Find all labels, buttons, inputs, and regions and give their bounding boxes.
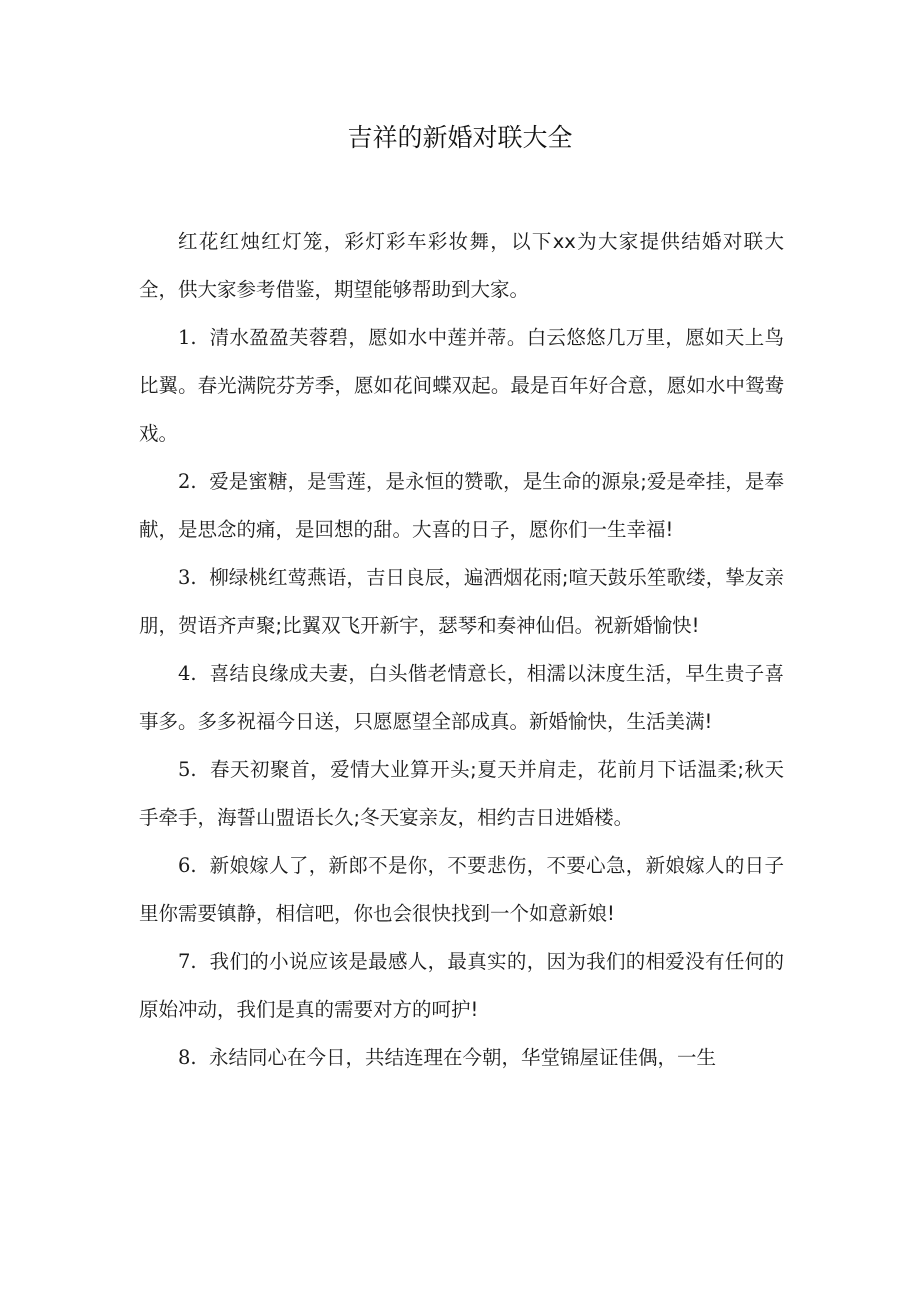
- list-item: [139, 842, 784, 938]
- item-text: 柳绿桃红莺燕语，吉日良辰，遍洒烟花雨;喧天鼓乐笙歌缕，挚友亲朋，贺语齐声聚;比翼双飞开新宇，瑟琴和奏神仙侣。祝新婚愉快!: [139, 566, 784, 637]
- item-number: 5.: [178, 758, 197, 781]
- item-number: 4.: [178, 662, 197, 685]
- list-item: [139, 458, 784, 554]
- item-text: 新娘嫁人了，新郎不是你，不要悲伤，不要心急，新娘嫁人的日子里你需要镇静，相信吧，你也会很快找到一个如意新娘!: [139, 854, 784, 925]
- item-number: 2.: [178, 470, 197, 493]
- item-number: 8.: [178, 1046, 197, 1069]
- document-body: [139, 218, 784, 1082]
- list-item: [139, 314, 784, 458]
- list-item: [139, 938, 784, 1034]
- list-item: [139, 746, 784, 842]
- item-number: 3.: [178, 566, 197, 589]
- list-item: [139, 554, 784, 650]
- item-number: 6.: [178, 854, 197, 877]
- list-item: [139, 1034, 784, 1082]
- item-number: 7.: [178, 950, 197, 973]
- item-text: 爱是蜜糖，是雪莲，是永恒的赞歌，是生命的源泉;爱是牵挂，是奉献，是思念的痛，是回想的甜。大喜的日子，愿你们一生幸福!: [139, 470, 784, 541]
- item-text: 我们的小说应该是最感人，最真实的，因为我们的相爱没有任何的原始冲动，我们是真的需要对方的呵护!: [139, 950, 784, 1021]
- item-text: 春天初聚首，爱情大业算开头;夏天并肩走，花前月下话温柔;秋天手牵手，海誓山盟语长久;冬天宴亲友，相约吉日进婚楼。: [139, 758, 784, 829]
- page-title: 吉祥的新婚对联大全: [347, 123, 573, 152]
- item-text: 永结同心在今日，共结连理在今朝，华堂锦屋证佳偶，一生: [209, 1046, 717, 1069]
- item-number: 1.: [178, 326, 197, 349]
- item-text: 清水盈盈芙蓉碧，愿如水中莲并蒂。白云悠悠几万里，愿如天上鸟比翼。春光满院芬芳季，愿如花间蝶双起。最是百年好合意，愿如水中鸳鸯戏。: [139, 326, 784, 445]
- list-item: [139, 650, 784, 746]
- intro-paragraph: 红花红烛红灯笼，彩灯彩车彩妆舞，以下xx为大家提供结婚对联大全，供大家参考借鉴，期望能够帮助到大家。: [139, 230, 784, 301]
- item-text: 喜结良缘成夫妻，白头偕老情意长，相濡以沫度生活，早生贵子喜事多。多多祝福今日送，只愿愿望全部成真。新婚愉快，生活美满!: [139, 662, 784, 733]
